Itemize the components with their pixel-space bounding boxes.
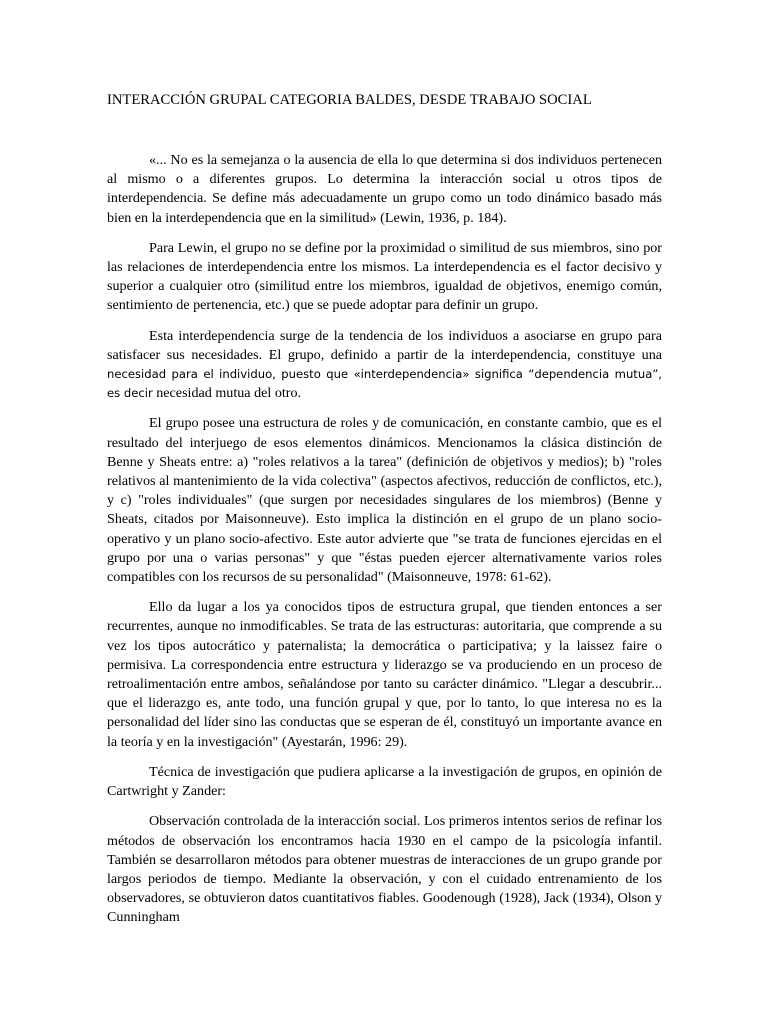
paragraph-interdependence-sans-line: necesidad para el individuo, puesto que «interdependencia» significa “dependencia mutua”, es decir (107, 367, 662, 401)
document-title: INTERACCIÓN GRUPAL CATEGORIA BALDES, DESDE TRABAJO SOCIAL (107, 92, 592, 108)
document-body (107, 151, 662, 939)
paragraph-controlled-observation: Observación controlada de la interacción social. Los primeros intentos serios de refinar los métodos de observación los encontramos hacia 1930 en el campo de la psicología infantil. También se desarrollaron métodos para obtener muestras de interacciones de un grupo grande por largos periodos de tiempo. Mediante la observación, y con el cuidado entrenamiento de los observadores, se obtuvieron datos cuantitativos fiables. Goodenough (1928), Jack (1934), Olson y Cunningham (107, 813, 662, 926)
paragraph-interdependence-text: Esta interdependencia surge de la tendencia de los individuos a asociarse en grupo para satisfacer sus necesidades. El grupo, definido a partir de la interdependencia, constituye una (107, 327, 662, 363)
paragraph-lewin-quote: «... No es la semejanza o la ausencia de ella lo que determina si dos individuos pertenecen al mismo o a diferentes grupos. Lo determina la interacción social u otros tipos de interdependencia. Se define más adecuadamente un grupo como un todo dinámico basado más bien en la interdependencia que en la similitud» (Lewin, 1936, p. 184). (107, 152, 662, 226)
paragraph-interdependence-tail: necesidad mutua del otro. (156, 385, 302, 402)
paragraph-lewin-definition: Para Lewin, el grupo no se define por la proximidad o similitud de sus miembros, sino por las relaciones de interdependencia entre los mismos. La interdependencia es el factor decisivo y superior a cualquier otro (similitud entre los miembros, igualdad de objetivos, enemigo común, sentimiento de pertenencia, etc.) que se puede adoptar para definir un grupo. (107, 239, 662, 314)
paragraph-interdependence (107, 327, 662, 404)
paragraph-research-technique: Técnica de investigación que pudiera aplicarse a la investigación de grupos, en opinión de Cartwright y Zander: (107, 763, 662, 800)
paragraph-group-structure-types: Ello da lugar a los ya conocidos tipos de estructura grupal, que tienden entonces a ser recurrentes, aunque no inmodificables. Se trata de las estructuras: autoritaria, que comprende a su vez los tipos autocrático y paternalista; la democrática o participativa; y la laissez faire o permisiva. La correspondencia entre estructura y liderazgo se va produciendo en un proceso de retroalimentación entre ambos, señalándose por tanto su carácter dinámico. "Llegar a descubrir... que el liderazgo es, ante todo, una función grupal y que, por lo tanto, lo que interesa no es la personalidad del líder sino las conductas que se esperan de él, constituyó un importante avance en la teoría y en la investigación" (Ayestarán, 1996: 29). (107, 599, 662, 750)
paragraph-roles-structure: El grupo posee una estructura de roles y de comunicación, en constante cambio, que es el resultado del interjuego de esos elementos dinámicos. Mencionamos la clásica distinción de Benne y Sheats entre: a) "roles relativos a la tarea" (definición de objetivos y medios); b) "roles relativos al mantenimiento de la vida colectiva" (aspectos afectivos, reducción de conflictos, etc.), y c) "roles individuales" (que surgen por necesidades singulares de los miembros) (Benne y Sheats, citados por Maisonneuve). Esto implica la distinción en el grupo de un plano socio-operativo y un plano socio-afectivo. Este autor advierte que "se trata de funciones ejercidas en el grupo por una o varias personas" y que "éstas pueden ejercer alternativamente varios roles compatibles con los recursos de su personalidad" (Maisonneuve, 1978: 61-62). (107, 415, 662, 586)
